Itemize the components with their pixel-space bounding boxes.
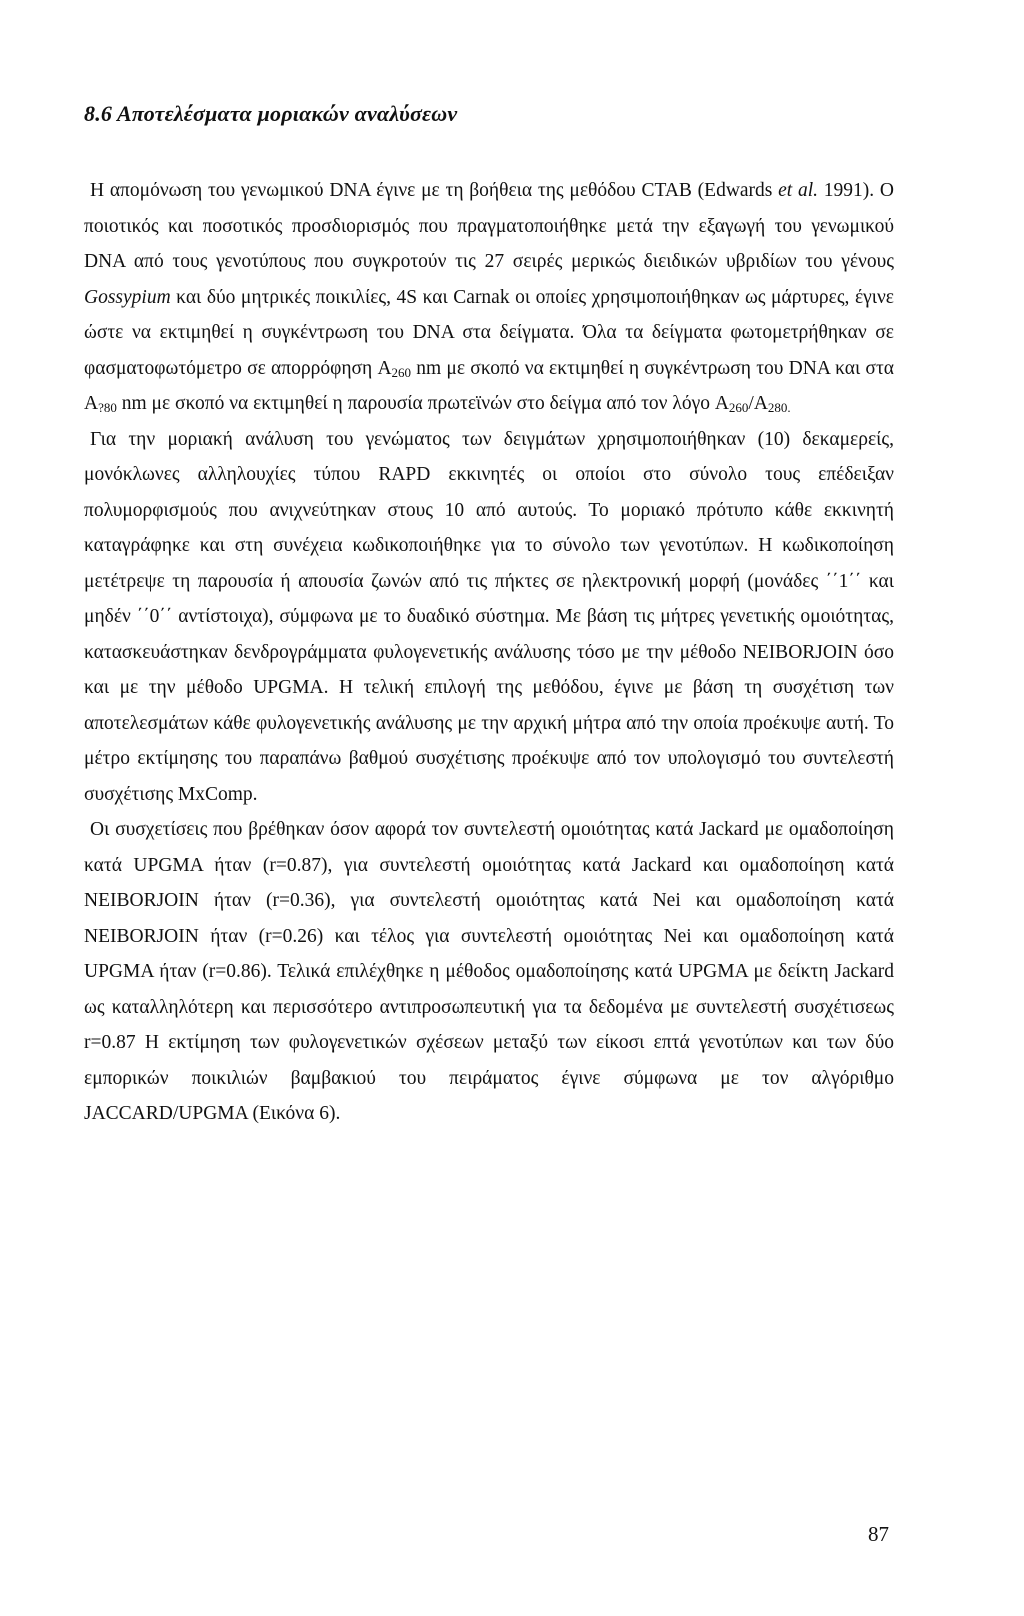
- p1-text-2: 1991). Ο ποιοτικός και ποσοτικός προσδιορισμός που πραγματοποιήθηκε μετά την εξαγωγή του γενωμικού DNA από τους γενοτύπους που συγκροτούν τις 27 σειρές μερικώς διειδικών υβριδίων του γένους: [84, 180, 894, 272]
- p1-subscript-1: 260: [391, 364, 412, 380]
- page-number: 87: [868, 1522, 889, 1546]
- p1-subscript-4: 280.: [767, 400, 791, 415]
- p1-italic-gossypium: Gossypium: [84, 286, 171, 308]
- p1-text-6: /A: [748, 393, 768, 414]
- section-heading: 8.6 Αποτελέσματα μοριακών αναλύσεων: [84, 101, 458, 126]
- paragraph-1: [84, 173, 894, 422]
- p1-text-5: nm με σκοπό να εκτιμηθεί η παρουσία πρωτεϊνών στο δείγμα από τον λόγο A: [116, 393, 729, 414]
- paragraph-2: Για την μοριακή ανάλυση του γενώματος των δειγμάτων χρησιμοποιήθηκαν (10) δεκαμερείς, μονόκλωνες αλληλουχίες τύπου RAPD εκκινητές οι οποίοι στο σύνολο τους επέδειξαν πολυμορφισμούς που ανιχνεύτηκαν στους 10 από αυτούς. Το μοριακό πρότυπο κάθε εκκινητή καταγράφηκε και στη συνέχεια κωδικοποιήθηκε για το σύνολο των γενοτύπων. Η κωδικοποίηση μετέτρεψε τη παρουσία ή απουσία ζωνών από τις πήκτες σε ηλεκτρονική μορφή (μονάδες ΄΄1΄΄ και μηδέν ΄΄0΄΄ αντίστοιχα), σύμφωνα με το δυαδικό σύστημα. Με βάση τις μήτρες γενετικής ομοιότητας, κατασκευάστηκαν δενδρογράμματα φυλογενετικής ανάλυσης τόσο με την μέθοδο NEIBORJOIN όσο και με την μέθοδο UPGMA. Η τελική επιλογή της μεθόδου, έγινε με βάση τη συσχέτιση των αποτελεσμάτων κάθε φυλογενετικής ανάλυσης με την αρχική μήτρα από την οποία προέκυψε αυτή. Το μέτρο εκτίμησης του παραπάνω βαθμού συσχέτισης προέκυψε από τον υπολογισμό του συντελεστή συσχέτισης MxComp.: [84, 428, 894, 805]
- paragraph-3: Οι συσχετίσεις που βρέθηκαν όσον αφορά τον συντελεστή ομοιότητας κατά Jackard με ομαδοποίηση κατά UPGMA ήταν (r=0.87), για συντελεστή ομοιότητας κατά Jackard και ομαδοποίηση κατά NEIBORJOIN ήταν (r=0.36), για συντελεστή ομοιότητας κατά Nei και ομαδοποίηση κατά NEIBORJOIN ήταν (r=0.26) και τέλος για συντελεστή ομοιότητας Nei και ομαδοποίηση κατά UPGMA ήταν (r=0.86). Τελικά επιλέχθηκε η μέθοδος ομαδοποίησης κατά UPGMA με δείκτη Jackard ως καταλληλότερη και περισσότερο αντιπροσωπευτική για τα δεδομένα με συντελεστή συσχέτισεως r=0.87 Η εκτίμηση των φυλογενετικών σχέσεων μεταξύ των είκοσι επτά γενοτύπων και των δύο εμπορικών ποικιλιών βαμβακιού του πειράματος έγινε σύμφωνα με τον αλγόριθμο JACCARD/UPGMA (Εικόνα 6).: [84, 819, 894, 1124]
- p1-text-4: nm με σκοπό να εκτιμηθεί η συγκέντρωση του DNA και στα A: [84, 357, 894, 414]
- body-text: [84, 173, 894, 1132]
- p1-subscript-3: 260: [728, 400, 749, 415]
- p1-italic-et-al: et al.: [778, 180, 819, 201]
- p1-text-1: Η απομόνωση του γενωμικού DNA έγινε με τη βοήθεια της μεθόδου CTAB (Edwards: [90, 180, 779, 201]
- p1-subscript-2: ?80: [98, 400, 117, 415]
- p1-text-3: και δύο μητρικές ποικιλίες, 4S και Carnak οι οποίες χρησιμοποιήθηκαν ως μάρτυρες, έγινε ώστε να εκτιμηθεί η συγκέντρωση του DNA στα δείγματα. Όλα τα δείγματα φωτομετρήθηκαν σε φασματοφωτόμετρο σε απορρόφηση A: [84, 286, 894, 379]
